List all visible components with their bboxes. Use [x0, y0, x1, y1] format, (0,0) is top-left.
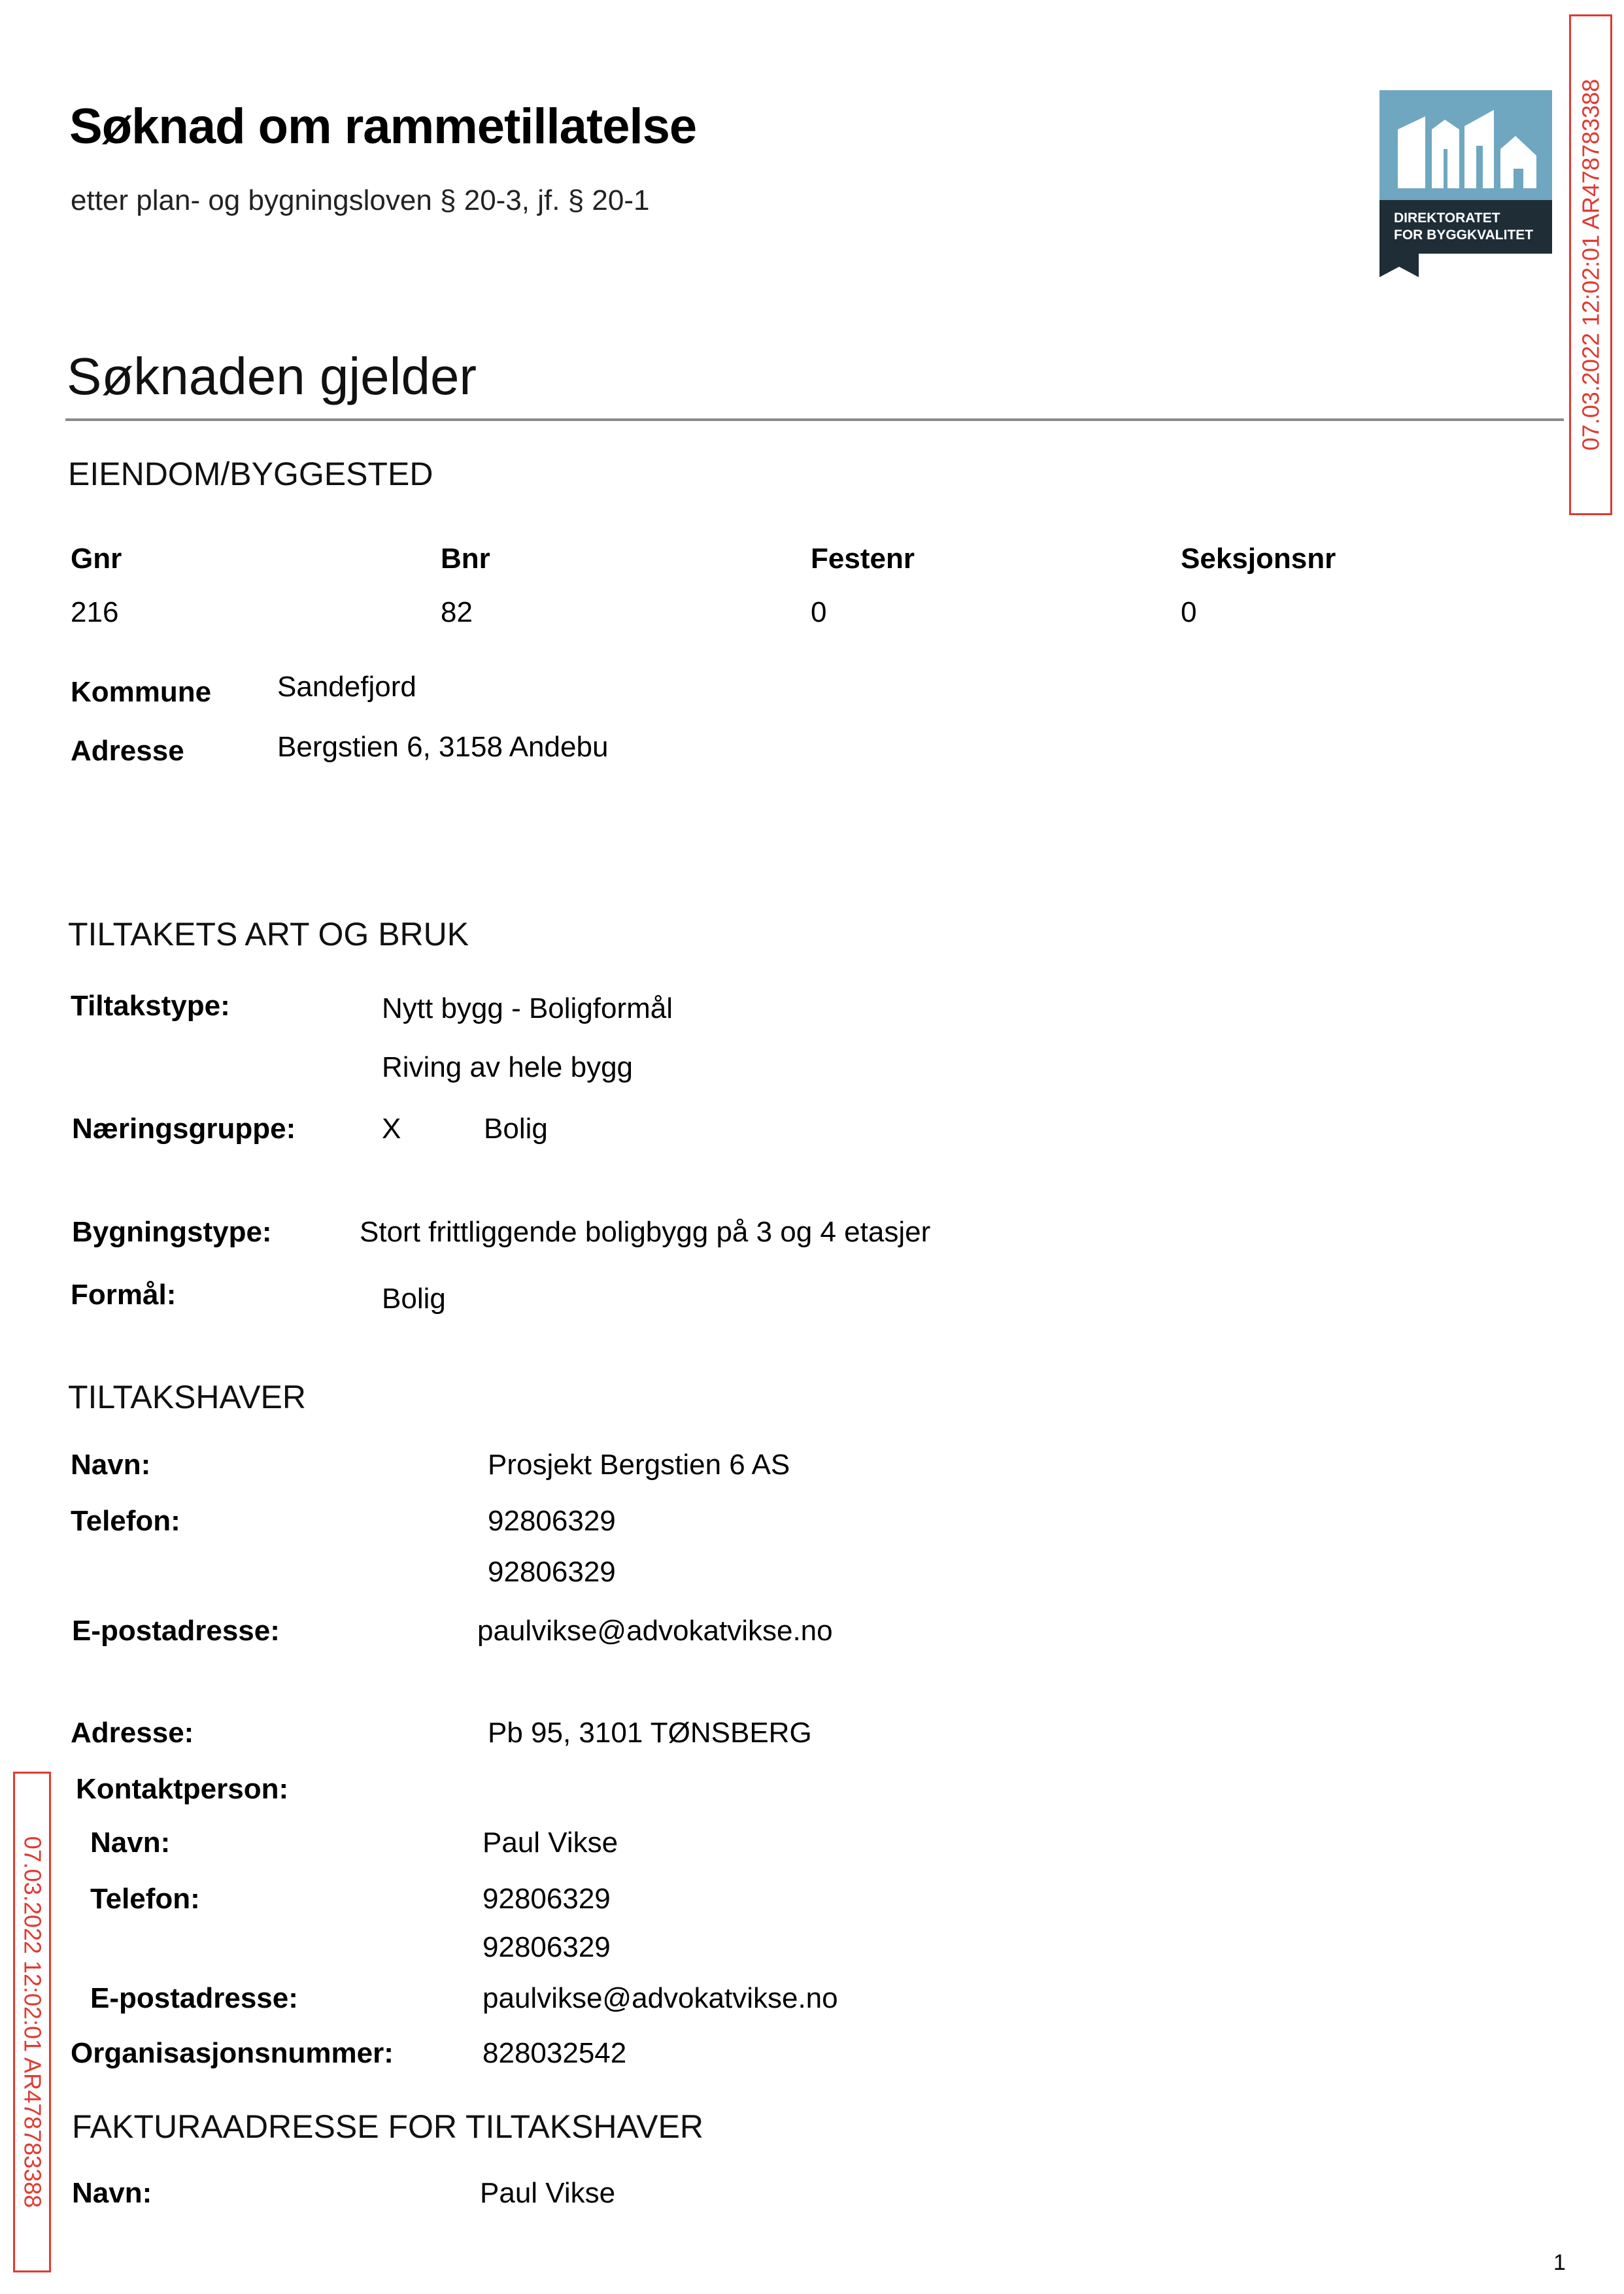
tiltakshaver-telefon-value-1: 92806329	[488, 1505, 616, 1537]
tiltakshaver-adresse-value: Pb 95, 3101 TØNSBERG	[488, 1717, 812, 1749]
document-title: Søknad om rammetillatelse	[69, 99, 697, 154]
bnr-label: Bnr	[441, 543, 490, 575]
adresse-label: Adresse	[71, 735, 184, 767]
bygningstype-label: Bygningstype:	[72, 1216, 272, 1248]
stamp-top-right	[1569, 14, 1612, 515]
tiltakshaver-epost-label: E-postadresse:	[72, 1615, 280, 1647]
naeringsgruppe-value: Bolig	[484, 1113, 548, 1145]
festenr-value: 0	[811, 596, 827, 628]
gnr-value: 216	[71, 596, 119, 628]
seksjonsnr-value: 0	[1181, 596, 1197, 628]
tiltakshaver-navn-label: Navn:	[71, 1449, 151, 1481]
bnr-value: 82	[441, 596, 473, 628]
tiltakshaver-heading: TILTAKSHAVER	[68, 1379, 306, 1415]
kontakt-telefon-value-2: 92806329	[482, 1931, 611, 1963]
eiendom-heading: EIENDOM/BYGGESTED	[68, 456, 433, 492]
adresse-value: Bergstien 6, 3158 Andebu	[277, 731, 609, 763]
formaal-label: Formål:	[71, 1279, 177, 1311]
dibk-logo	[1379, 90, 1552, 277]
stamp-text: 07.03.2022 12:02:01 AR478783388	[19, 1836, 46, 2208]
tiltakshaver-telefon-value-2: 92806329	[488, 1556, 616, 1588]
document-subtitle: etter plan- og bygningsloven § 20-3, jf. § 20-1	[71, 184, 650, 216]
stamp-text: 07.03.2022 12:02:01 AR478783388	[1577, 78, 1604, 451]
logo-line-1: DIREKTORATET	[1394, 211, 1500, 226]
naeringsgruppe-label: Næringsgruppe:	[72, 1113, 296, 1145]
seksjonsnr-label: Seksjonsnr	[1181, 543, 1336, 575]
faktura-heading: FAKTURAADRESSE FOR TILTAKSHAVER	[72, 2108, 703, 2145]
organisasjonsnummer-label: Organisasjonsnummer:	[71, 2037, 394, 2069]
gnr-label: Gnr	[71, 543, 122, 575]
kontakt-navn-label: Navn:	[90, 1827, 171, 1859]
kommune-label: Kommune	[71, 676, 212, 708]
kontakt-telefon-value-1: 92806329	[482, 1883, 611, 1915]
tiltakshaver-epost-value: paulvikse@advokatvikse.no	[477, 1615, 833, 1647]
festenr-label: Festenr	[811, 543, 915, 575]
section-divider	[65, 418, 1564, 421]
stamp-bottom-left	[13, 1772, 51, 2272]
tiltakshaver-telefon-label: Telefon:	[71, 1505, 180, 1537]
section-title: Søknaden gjelder	[67, 347, 477, 405]
kommune-value: Sandefjord	[277, 671, 416, 703]
tiltakshaver-adresse-label: Adresse:	[71, 1717, 194, 1749]
kontakt-telefon-label: Telefon:	[90, 1883, 200, 1915]
faktura-navn-value: Paul Vikse	[480, 2177, 616, 2209]
tiltakstype-value-2: Riving av hele bygg	[382, 1051, 634, 1083]
faktura-navn-label: Navn:	[72, 2177, 152, 2209]
kontakt-epost-value: paulvikse@advokatvikse.no	[482, 1982, 838, 2014]
tiltak-heading: TILTAKETS ART OG BRUK	[68, 916, 469, 953]
naeringsgruppe-code: X	[382, 1113, 401, 1145]
logo-line-2: FOR BYGGKVALITET	[1394, 228, 1534, 243]
kontakt-navn-value: Paul Vikse	[482, 1827, 618, 1859]
tiltakstype-value-1: Nytt bygg - Boligformål	[382, 992, 673, 1024]
formaal-value: Bolig	[382, 1283, 446, 1315]
kontakt-epost-label: E-postadresse:	[90, 1982, 298, 2014]
tiltakstype-label: Tiltakstype:	[71, 990, 230, 1022]
page-number: 1	[1553, 2250, 1566, 2275]
bygningstype-value: Stort frittliggende boligbygg på 3 og 4 etasjer	[360, 1216, 931, 1248]
kontaktperson-label: Kontaktperson:	[76, 1773, 289, 1805]
dibk-logo-icon	[1379, 90, 1552, 277]
organisasjonsnummer-value: 828032542	[482, 2037, 627, 2069]
tiltakshaver-navn-value: Prosjekt Bergstien 6 AS	[488, 1449, 790, 1481]
